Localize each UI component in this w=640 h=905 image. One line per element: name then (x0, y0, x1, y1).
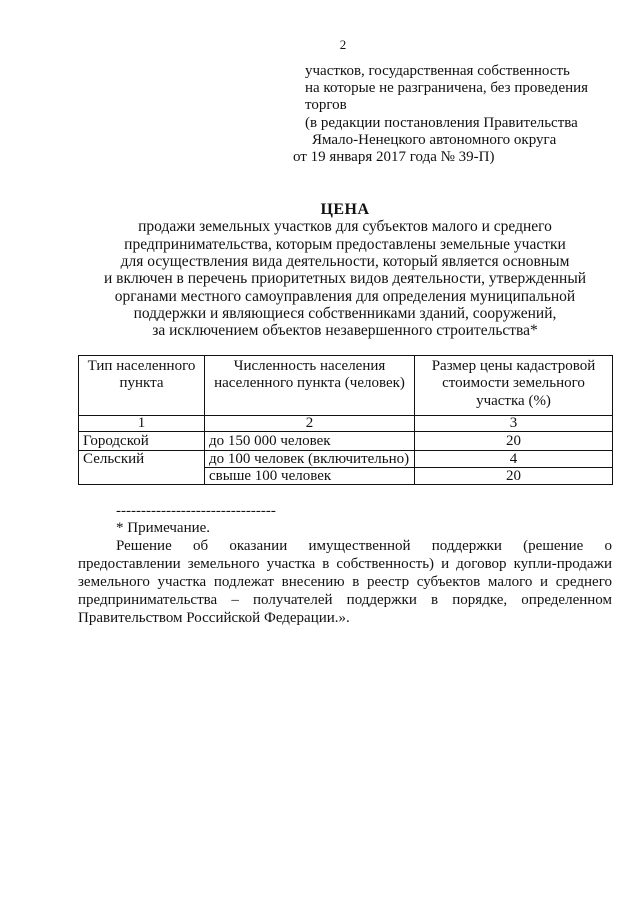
header-line: Размер цены кадастровой (431, 358, 596, 374)
header-line: Тип населенного (87, 358, 196, 374)
document-subtitle-line: продажи земельных участков для субъектов малого и среднего (138, 218, 552, 236)
document-subtitle-line: за исключением объектов незавершенного строительства* (152, 322, 538, 340)
document-title-block (78, 201, 612, 340)
footnote-line: Правительством Российской Федерации.». (78, 610, 350, 626)
header-line: Численность населения (233, 358, 386, 374)
header-settlement-type (79, 356, 205, 416)
header-population (205, 356, 415, 416)
column-number: 3 (415, 416, 613, 432)
document-title: ЦЕНА (320, 201, 370, 218)
annex-header-line: (в редакции постановления Правительства (305, 114, 578, 131)
table-row (79, 451, 613, 468)
header-line: пункта (119, 375, 164, 392)
annex-header-line: Ямало-Ненецкого автономного округа (312, 131, 557, 148)
price-percent-cell: 20 (415, 432, 613, 451)
header-line: населенного пункта (человек) (214, 375, 405, 392)
column-number: 1 (79, 416, 205, 432)
population-cell: до 100 человек (включительно) (205, 451, 415, 468)
column-number-row (79, 416, 613, 432)
annex-header-line: от 19 января 2017 года № 39-П) (293, 149, 495, 166)
footnote-label: * Примечание. (116, 520, 211, 536)
footnote-separator: -------------------------------- (116, 503, 276, 519)
header-price-percent (415, 356, 613, 416)
annex-header-line: участков, государственная собственность (305, 63, 570, 79)
price-table (78, 355, 613, 485)
footnote (78, 519, 612, 627)
price-percent-cell: 4 (415, 451, 613, 468)
column-number: 2 (205, 416, 415, 432)
footnote-line: предоставлении земельного участка в собственность) и договор купли-продажи (78, 556, 612, 572)
annex-header-line: торгов (305, 97, 347, 114)
settlement-type-cell: Сельский (79, 451, 205, 485)
table-header-row (79, 356, 613, 416)
settlement-type-cell: Городской (79, 432, 205, 451)
annex-header (0, 63, 640, 166)
header-line: стоимости земельного (442, 375, 585, 392)
footnote-line: предпринимательства – получателей поддержки в порядке, определенном (78, 592, 612, 608)
document-subtitle-line: предпринимательства, которым предоставлены земельные участки (124, 235, 566, 253)
page-number: 2 (339, 37, 347, 52)
footnote-line: земельного участка подлежат внесению в реестр субъектов малого и среднего (78, 574, 612, 590)
document-subtitle-line: поддержки и являющиеся собственниками зданий, сооружений, (133, 305, 557, 323)
footnote-line: Решение об оказании имущественной поддержки (решение о (116, 538, 612, 554)
document-subtitle-line: для осуществления вида деятельности, который является основным (120, 253, 570, 271)
price-percent-cell: 20 (415, 468, 613, 485)
population-cell: свыше 100 человек (205, 468, 415, 485)
population-cell: до 150 000 человек (205, 432, 415, 451)
header-line: участка (%) (476, 392, 551, 409)
annex-header-line: на которые не разграничена, без проведения (305, 80, 589, 97)
document-subtitle-line: и включен в перечень приоритетных видов деятельности, утвержденный (103, 270, 587, 288)
table-row (79, 432, 613, 451)
document-subtitle-line: органами местного самоуправления для определения муниципальной (114, 287, 576, 305)
